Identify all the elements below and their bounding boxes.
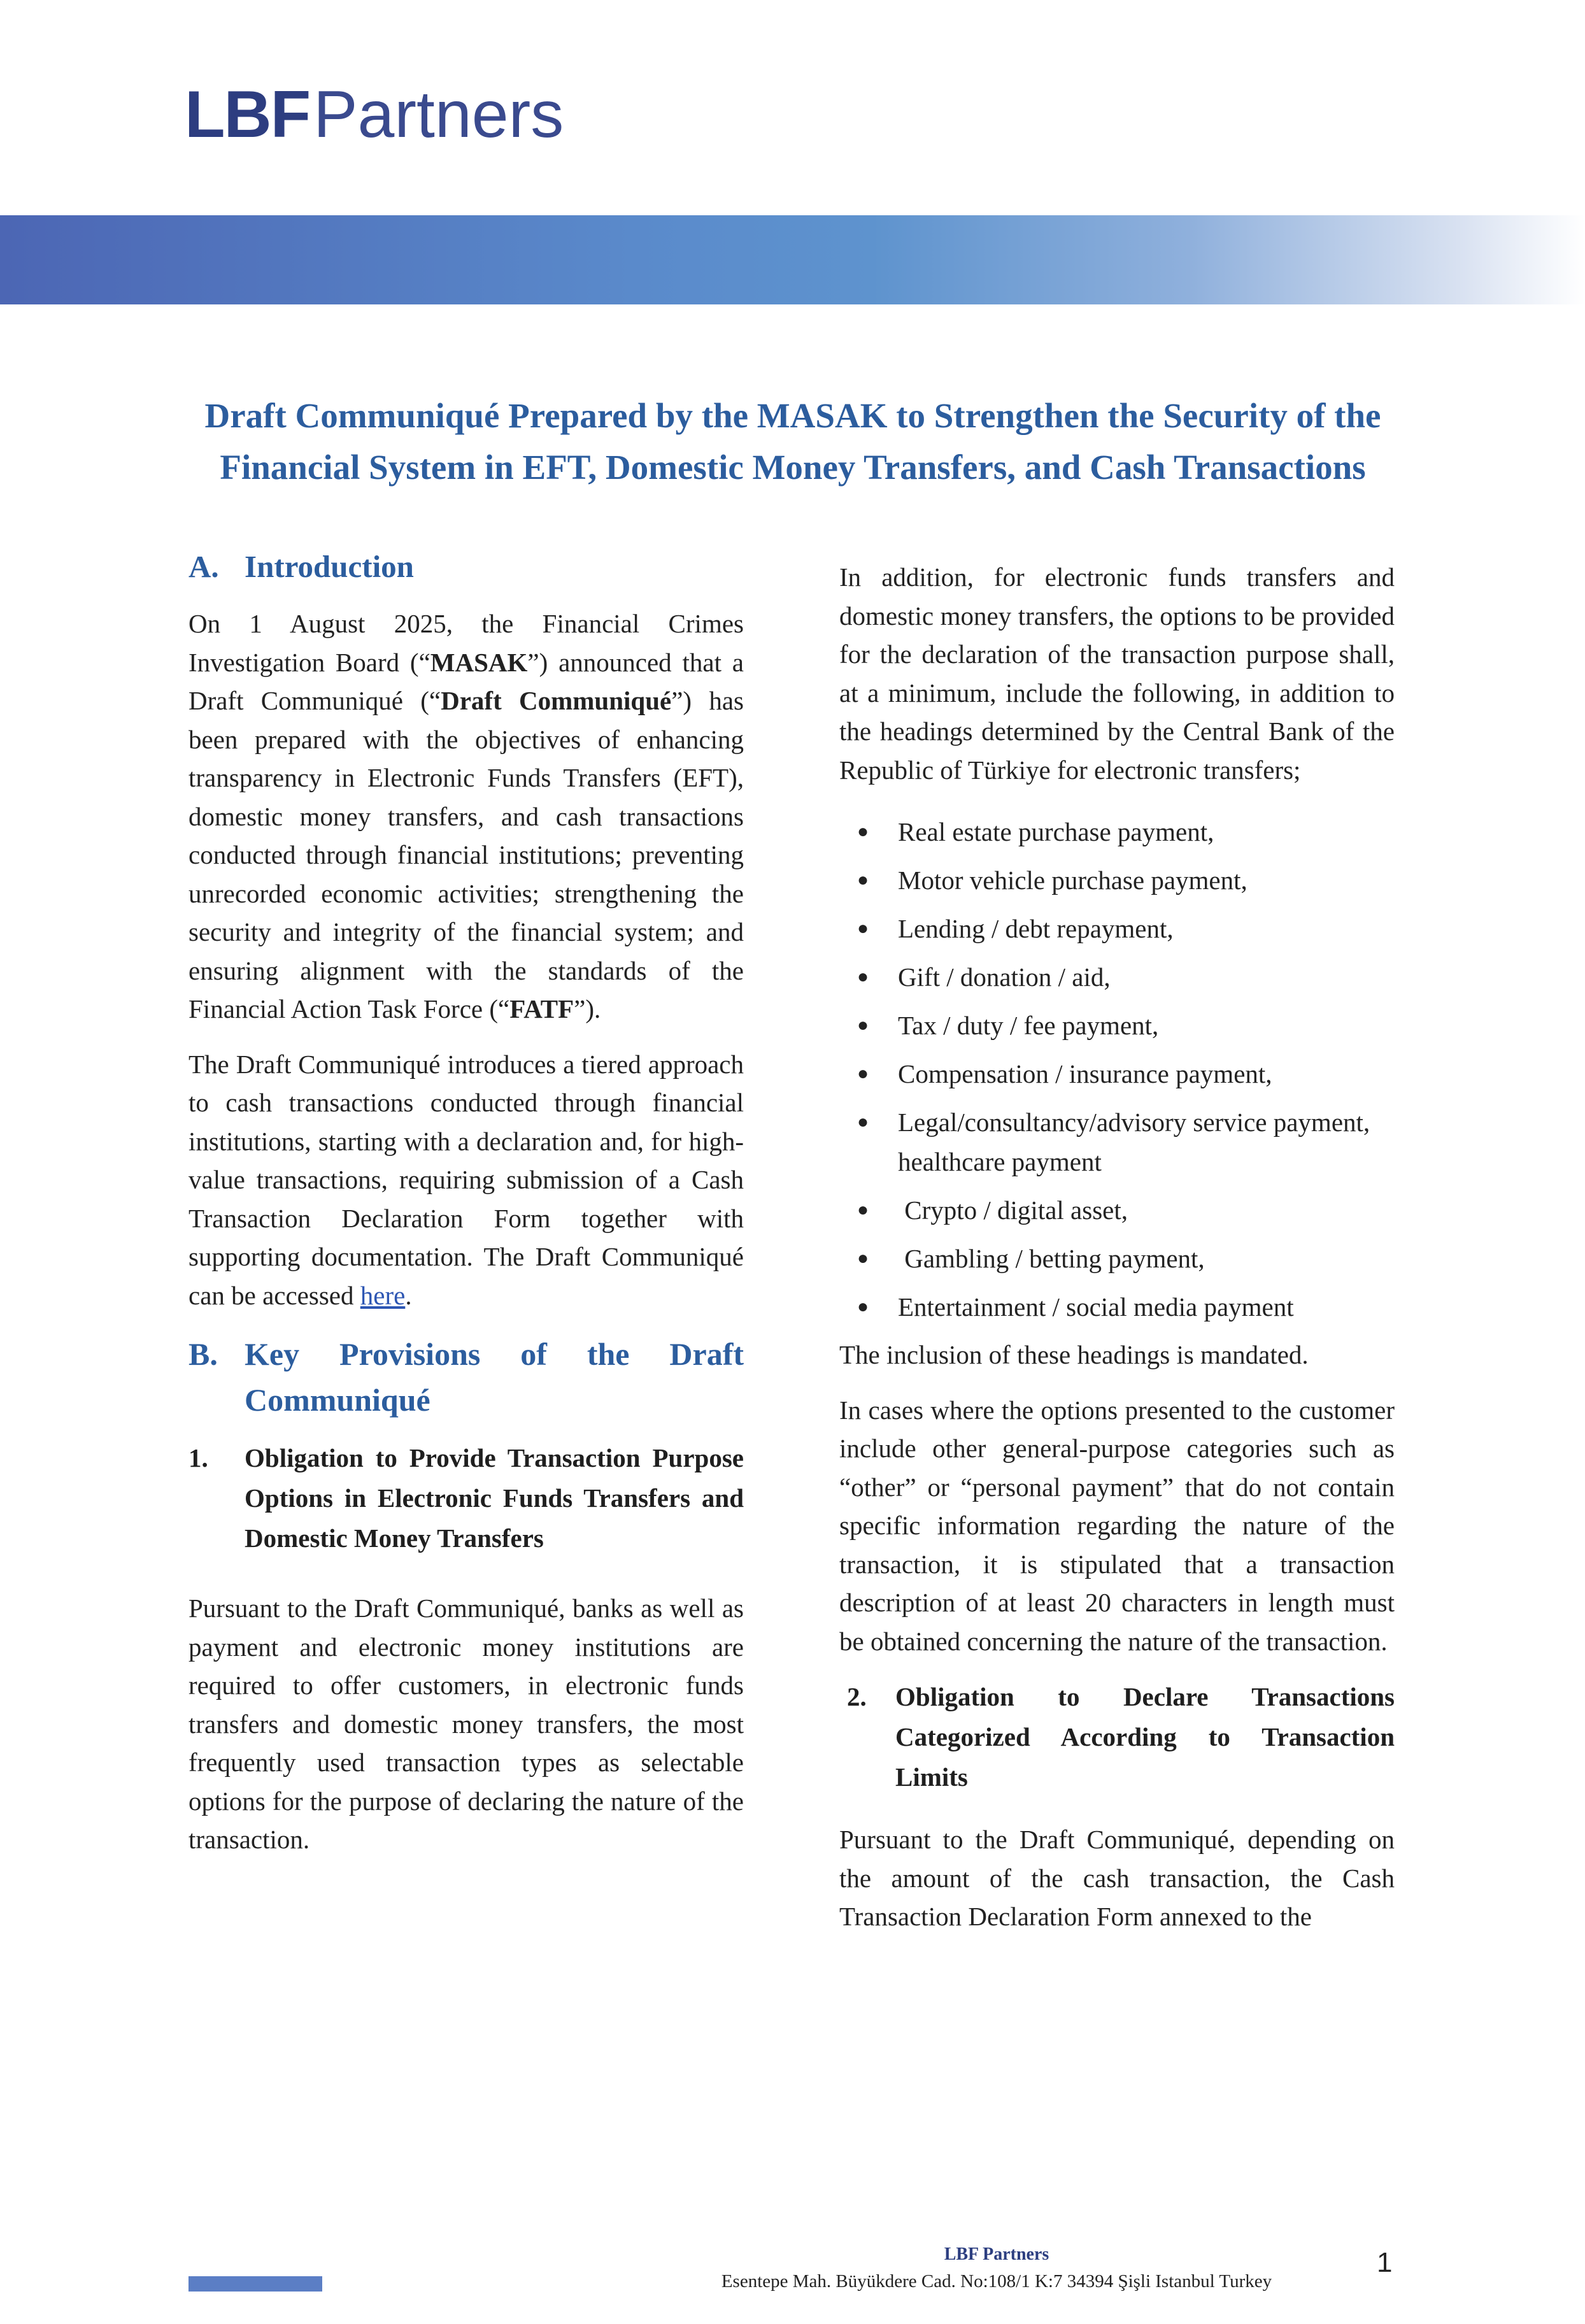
- footer-company-name: LBF Partners: [944, 2244, 1049, 2264]
- list-item: [839, 957, 1395, 997]
- section-b-title: Key Provisions of the Draft Communiqué: [245, 1336, 744, 1418]
- list-item: [839, 1239, 1395, 1278]
- list-item: [839, 1006, 1395, 1045]
- provision-1-paragraph-2: In addition, for electronic funds transfers and domestic money transfers, the options to be provided for the declaration of the transaction purpose shall, at a minimum, include the following, in addition to the headings determined by the Central Bank of the Republic of Türkiye for electronic transfers;: [839, 562, 1395, 785]
- logo-bold-text: LBF: [185, 78, 310, 152]
- list-item-text: Compensation / insurance payment,: [898, 1059, 1272, 1088]
- bullet-icon: ●: [857, 1063, 869, 1084]
- intro-p2-end: .: [405, 1280, 412, 1310]
- provision-2-title: Obligation to Declare Transactions Categorized According to Transaction Limits: [895, 1682, 1395, 1792]
- left-column: [188, 545, 744, 1876]
- list-item: [839, 909, 1395, 948]
- transaction-purpose-list: [839, 812, 1395, 1327]
- bullet-icon: ●: [857, 1111, 869, 1132]
- bullet-icon: ●: [857, 1296, 869, 1317]
- provision-1-paragraph-4: In cases where the options presented to the customer include other general-purpose categories such as “other” or “personal payment” that do not contain specific information regarding the nature of the transaction, it is stipulated that a transaction description of at least 20 characters in length must be obtained concerning the nature of the transaction.: [839, 1395, 1395, 1656]
- list-item: [839, 1054, 1395, 1094]
- bullet-icon: ●: [857, 1248, 869, 1269]
- list-item-text: Gambling / betting payment,: [898, 1244, 1205, 1273]
- intro-p1-text-2: ”) announced that a Draft Communiqué (“: [188, 647, 744, 715]
- provision-1-label: 1.: [188, 1443, 208, 1472]
- provision-2-heading: [839, 1677, 1395, 1797]
- provision-2-label: 2.: [847, 1682, 867, 1711]
- intro-paragraph-2: [188, 1045, 744, 1315]
- provision-1-heading: [188, 1438, 744, 1558]
- list-item: [839, 812, 1395, 852]
- provision-1-paragraph-3: The inclusion of these headings is mandated.: [839, 1340, 1309, 1369]
- list-item-text: Motor vehicle purchase payment,: [898, 866, 1247, 895]
- section-a-title: Introduction: [245, 549, 414, 584]
- list-item: [839, 1190, 1395, 1230]
- list-item-text: Tax / duty / fee payment,: [898, 1011, 1159, 1040]
- intro-p1-text-4: ”).: [574, 994, 601, 1023]
- section-a-heading: [188, 545, 744, 589]
- list-item-text: Gift / donation / aid,: [898, 962, 1111, 992]
- logo-regular-text: Partners: [313, 78, 564, 152]
- provision-1-paragraph-1: Pursuant to the Draft Communiqué, banks as well as payment and electronic money institutions are required to offer customers, in electronic funds transfers and domestic money transfers, the most frequently used transaction types as selectable options for the purpose of declaring the nature of the transaction.: [188, 1593, 744, 1854]
- footer-accent-bar: [188, 2276, 322, 2292]
- intro-p2-text: The Draft Communiqué introduces a tiered approach to cash transactions conducted through financial institutions, starting with a declaration and, for high-value transactions, requiring submission of a Cash Transaction Declaration Form together with supporting documentation. The Draft Communiqué can be accessed: [188, 1049, 744, 1310]
- right-column: [839, 558, 1395, 1953]
- intro-paragraph-1: [188, 604, 744, 1029]
- list-item-text: Crypto / digital asset,: [898, 1195, 1128, 1225]
- section-b-heading: [188, 1331, 744, 1423]
- bullet-icon: ●: [857, 966, 869, 987]
- document-title: Draft Communiqué Prepared by the MASAK to Strengthen the Security of the Financial System in EFT, Domestic Money Transfers, and Cash Transactions: [204, 396, 1381, 487]
- list-item-text: Legal/consultancy/advisory service payment, healthcare payment: [898, 1108, 1370, 1176]
- list-item: [839, 1287, 1395, 1327]
- intro-p1-bold-fatf: FATF: [509, 994, 574, 1023]
- intro-p1-bold-draft: Draft Communiqué: [441, 686, 672, 715]
- page-number: 1: [1377, 2247, 1393, 2278]
- provision-1-title: Obligation to Provide Transaction Purpose Options in Electronic Funds Transfers and Domestic Money Transfers: [245, 1443, 744, 1553]
- here-link[interactable]: here: [360, 1280, 406, 1310]
- list-item: [839, 860, 1395, 900]
- bullet-icon: ●: [857, 1015, 869, 1036]
- company-logo: [185, 78, 564, 152]
- bullet-icon: ●: [857, 918, 869, 939]
- bullet-icon: ●: [857, 1199, 869, 1220]
- list-item-text: Lending / debt repayment,: [898, 914, 1174, 943]
- intro-p1-bold-masak: MASAK: [430, 647, 528, 677]
- footer-address: Esentepe Mah. Büyükdere Cad. No:108/1 K:7 34394 Şişli Istanbul Turkey: [721, 2271, 1272, 2292]
- section-a-label: A.: [188, 549, 219, 584]
- list-item-text: Entertainment / social media payment: [898, 1292, 1294, 1322]
- bullet-icon: ●: [857, 869, 869, 890]
- intro-p1-text-3: ”) has been prepared with the objectives of enhancing transparency in Electronic Funds Transfers (EFT), domestic money transfers, and cash transactions conducted through financial institutions; preventing unrecorded economic activities; strengthening the security and integrity of the financial system; and ensuring alignment with the standards of the Financial Action Task Force (“: [188, 686, 744, 1023]
- list-item: [839, 1102, 1395, 1181]
- bullet-icon: ●: [857, 821, 869, 842]
- section-b-label: B.: [188, 1336, 218, 1372]
- intro-p1-text-1: On 1 August 2025, the Financial Crimes Investigation Board (“: [188, 609, 744, 677]
- provision-2-paragraph-1: Pursuant to the Draft Communiqué, depending on the amount of the cash transaction, the Cash Transaction Declaration Form annexed to the: [839, 1825, 1395, 1931]
- header-gradient-banner: [0, 215, 1585, 304]
- list-item-text: Real estate purchase payment,: [898, 817, 1214, 846]
